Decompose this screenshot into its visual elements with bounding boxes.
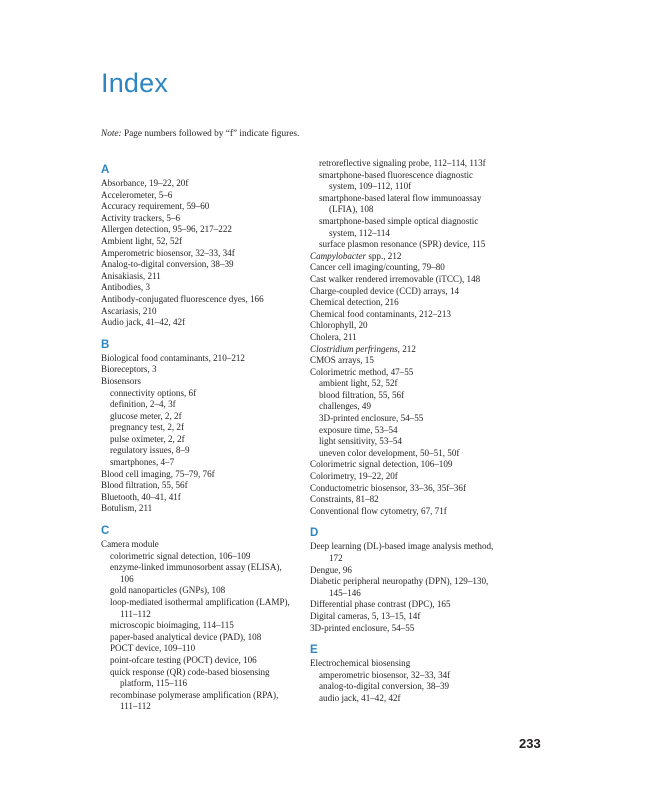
index-entry: Accuracy requirement, 59–60 [101,201,210,212]
index-entry: Cast walker rendered irremovable (iTCC), 148 [310,273,481,284]
index-entry: Antibody-conjugated fluorescence dyes, 166 [101,293,264,304]
index-entry: Conventional flow cytometry, 67, 71f [310,505,447,516]
index-subentry: paper-based analytical device (PAD), 108 [110,631,262,642]
index-subentry: pregnancy test, 2, 2f [110,422,184,433]
entry-text: spp., 212 [366,250,402,261]
index-subentry: audio jack, 41–42, 42f [319,692,401,703]
index-entry-continuation: (LFIA), 108 [329,204,374,215]
index-subentry: POCT device, 109–110 [110,643,196,654]
index-entry: Anisakiasis, 211 [101,270,161,281]
index-subentry: smartphones, 4–7 [110,457,175,468]
index-entry-continuation: 106 [120,573,134,584]
index-subentry: challenges, 49 [319,401,372,412]
index-subentry: analog-to-digital conversion, 38–39 [319,681,450,692]
index-subentry: blood filtration, 55, 56f [319,389,405,400]
index-entry: Digital cameras, 5, 13–15, 14f [310,610,421,621]
index-entry: Diabetic peripheral neuropathy (DPN), 129–130, [310,576,489,587]
index-entry: Ascariasis, 210 [101,305,157,316]
index-entry: CMOS arrays, 15 [310,355,374,366]
index-entry: Blood cell imaging, 75–79, 76f [101,468,215,479]
index-entry-continuation: system, 109–112, 110f [329,181,412,192]
index-entry-continuation: 145–146 [329,587,361,598]
index-entry: Camera module [101,539,159,550]
index-entry [310,251,525,263]
index-note [101,129,299,139]
index-subentry: uneven color development, 50–51, 50f [319,447,460,458]
index-column-right [310,158,525,705]
index-entry: Charge-coupled device (CCD) arrays, 14 [310,285,460,296]
index-entry: Botulism, 211 [101,503,153,514]
index-entry: Chlorophyll, 20 [310,320,368,331]
section-letter: E [310,644,318,657]
index-entry: Chemical detection, 216 [310,297,399,308]
index-entry: Electrochemical biosensing [310,658,411,669]
index-subentry: enzyme-linked immunosorbent assay (ELISA), [110,562,282,573]
italic-term: Campylobacter [310,250,367,261]
index-entry: Colorimetry, 19–22, 20f [310,471,398,482]
index-subentry: definition, 2–4, 3f [110,399,176,410]
page-title: Index [101,68,169,98]
index-entry: Antibodies, 3 [101,282,151,293]
index-entry: Cholera, 211 [310,331,357,342]
index-entry-continuation: system, 112–114 [329,227,390,238]
section-letter: D [310,527,319,540]
index-entry: Colorimetric method, 47–55 [310,366,414,377]
index-subentry: retroreflective signaling probe, 112–114, 113f [319,158,486,168]
index-subentry: smartphone-based simple optical diagnostic [319,215,479,226]
index-entry: Deep learning (DL)-based image analysis method, [310,541,494,552]
index-entry: Accelerometer, 5–6 [101,189,173,200]
index-subentry: microscopic bioimaging, 114–115 [110,620,234,631]
index-entry: Blood filtration, 55, 56f [101,480,188,491]
index-subentry: colorimetric signal detection, 106–109 [110,550,251,561]
index-subentry: 3D-printed enclosure, 54–55 [319,413,424,424]
entry-text: , 212 [397,343,416,354]
section-letter: B [101,338,110,351]
index-entry: Conductometric biosensor, 33–36, 35f–36f [310,482,466,493]
note-prefix: Note: [101,129,122,139]
index-entry: Differential phase contrast (DPC), 165 [310,599,451,610]
section-letter: C [101,525,110,538]
index-entry: Ambient light, 52, 52f [101,235,183,246]
italic-term: Clostridium perfringens [310,343,398,354]
index-subentry: loop-mediated isothermal amplification (LAMP), [110,597,290,607]
index-entry: Bioreceptors, 3 [101,364,157,375]
index-entry-continuation: platform, 115–116 [120,678,188,689]
index-entry: Biosensors [101,375,141,386]
index-subentry: quick response (QR) code-based biosensing [110,666,270,677]
section-letter: A [101,164,110,176]
index-entry: Bluetooth, 40–41, 41f [101,491,181,502]
note-text: Page numbers followed by “f” indicate figures. [121,129,300,139]
index-entry: Chemical food contaminants, 212–213 [310,308,451,319]
index-subentry: recombinase polymerase amplification (RPA), [110,689,279,700]
index-subentry: connectivity options, 6f [110,387,197,398]
index-entry: Amperometric biosensor, 32–33, 34f [101,247,235,258]
index-entry: Allergen detection, 95–96, 217–222 [101,224,232,235]
index-entry: 3D-printed enclosure, 54–55 [310,622,415,633]
index-subentry: smartphone-based fluorescence diagnostic [319,169,474,180]
index-entry: Dengue, 96 [310,564,352,575]
index-entry-continuation: 172 [329,553,343,563]
index-subentry: point-ofcare testing (POCT) device, 106 [110,654,257,665]
index-subentry: surface plasmon resonance (SPR) device, 115 [319,239,486,250]
index-subentry: glucose meter, 2, 2f [110,410,182,421]
index-entry: Activity trackers, 5–6 [101,212,181,223]
index-subentry: gold nanoparticles (GNPs), 108 [110,585,226,596]
index-entry: Biological food contaminants, 210–212 [101,352,245,363]
index-subentry: smartphone-based lateral flow immunoassay [319,192,482,203]
index-subentry: regulatory issues, 8–9 [110,445,190,456]
index-column-left [101,158,301,713]
index-entry: Absorbance, 19–22, 20f [101,178,189,188]
index-entry-continuation: 111–112 [120,608,151,619]
index-subentry: amperometric biosensor, 32–33, 34f [319,669,451,680]
index-entry: Audio jack, 41–42, 42f [101,317,186,328]
index-entry-continuation: 111–112 [120,701,151,712]
index-entry [310,344,525,356]
index-entry: Constraints, 81–82 [310,494,379,505]
index-subentry: exposure time, 53–54 [319,424,398,435]
page-number: 233 [519,736,541,751]
index-subentry: ambient light, 52, 52f [319,378,398,389]
index-entry: Analog-to-digital conversion, 38–39 [101,259,234,270]
index-entry: Cancer cell imaging/counting, 79–80 [310,262,445,273]
index-entry: Colorimetric signal detection, 106–109 [310,459,453,470]
index-subentry: light sensitivity, 53–54 [319,436,403,447]
index-subentry: pulse oximeter, 2, 2f [110,433,185,444]
